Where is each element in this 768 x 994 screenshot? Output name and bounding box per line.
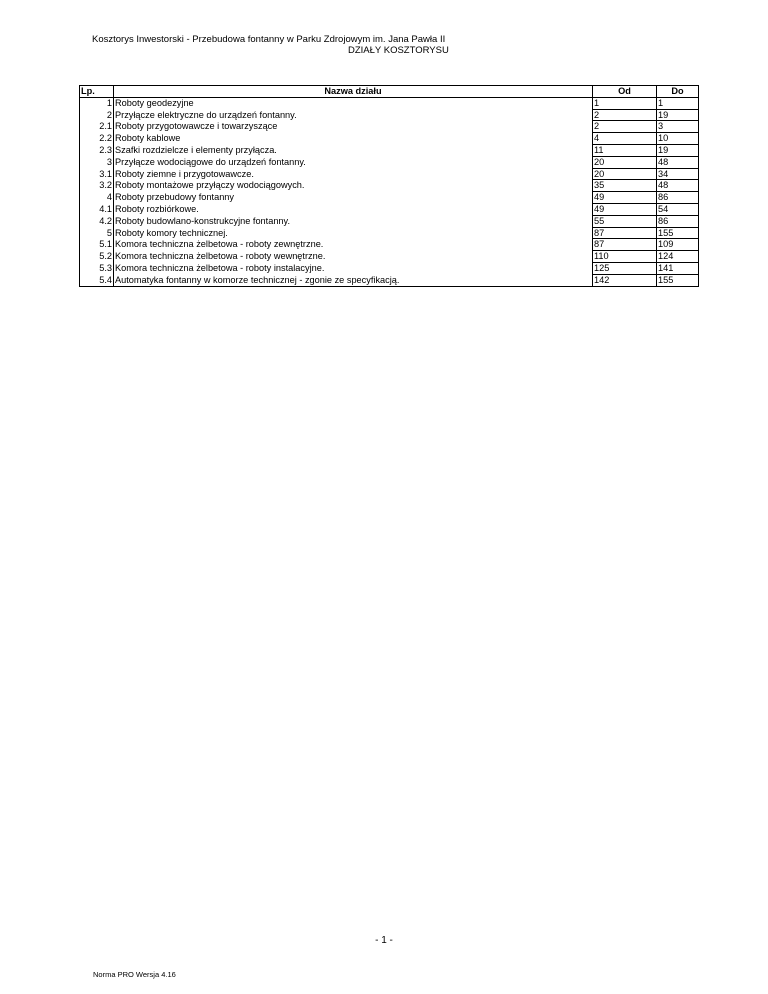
cell-lp: 2.3 — [80, 144, 114, 156]
table-row — [80, 239, 699, 251]
cell-name: Roboty geodezyjne — [114, 97, 593, 109]
cell-od: 20 — [593, 156, 657, 168]
table-row — [80, 133, 699, 145]
cell-name: Automatyka fontanny w komorze technicznej - zgonie ze specyfikacją. — [114, 274, 593, 286]
table-header-row — [80, 86, 699, 98]
document-title: Kosztorys Inwestorski - Przebudowa fontanny w Parku Zdrojowym im. Jana Pawła II — [92, 34, 446, 45]
cell-do: 155 — [657, 274, 699, 286]
table-row — [80, 109, 699, 121]
cell-od: 87 — [593, 239, 657, 251]
sections-table — [79, 85, 699, 287]
cell-lp: 5.3 — [80, 262, 114, 274]
column-header-lp: Lp. — [80, 86, 114, 98]
table-row — [80, 121, 699, 133]
cell-lp: 5.1 — [80, 239, 114, 251]
cell-do: 1 — [657, 97, 699, 109]
cell-name: Szafki rozdzielcze i elementy przyłącza. — [114, 144, 593, 156]
table-row — [80, 251, 699, 263]
cell-do: 54 — [657, 203, 699, 215]
table-row — [80, 203, 699, 215]
cell-lp: 2 — [80, 109, 114, 121]
column-header-od: Od — [593, 86, 657, 98]
cell-name: Przyłącze wodociągowe do urządzeń fontanny. — [114, 156, 593, 168]
cell-od: 49 — [593, 203, 657, 215]
cell-do: 86 — [657, 215, 699, 227]
cell-name: Roboty przebudowy fontanny — [114, 192, 593, 204]
cell-od: 110 — [593, 251, 657, 263]
cell-od: 49 — [593, 192, 657, 204]
cell-name: Roboty kablowe — [114, 133, 593, 145]
column-header-do: Do — [657, 86, 699, 98]
column-header-name: Nazwa działu — [114, 86, 593, 98]
cell-lp: 3.1 — [80, 168, 114, 180]
table-row — [80, 168, 699, 180]
table-row — [80, 227, 699, 239]
cell-lp: 1 — [80, 97, 114, 109]
cell-od: 125 — [593, 262, 657, 274]
cell-do: 19 — [657, 109, 699, 121]
cell-lp: 5.4 — [80, 274, 114, 286]
cell-name: Roboty komory technicznej. — [114, 227, 593, 239]
cell-lp: 4.1 — [80, 203, 114, 215]
cell-do: 3 — [657, 121, 699, 133]
cell-od: 2 — [593, 121, 657, 133]
cell-do: 10 — [657, 133, 699, 145]
cell-od: 4 — [593, 133, 657, 145]
cell-lp: 4.2 — [80, 215, 114, 227]
cell-do: 109 — [657, 239, 699, 251]
cell-name: Roboty rozbiórkowe. — [114, 203, 593, 215]
cell-lp: 3 — [80, 156, 114, 168]
cell-do: 48 — [657, 180, 699, 192]
cell-name: Roboty montażowe przyłączy wodociągowych. — [114, 180, 593, 192]
cell-od: 35 — [593, 180, 657, 192]
page-number: - 1 - — [375, 935, 393, 946]
cell-lp: 4 — [80, 192, 114, 204]
table-row — [80, 180, 699, 192]
cell-name: Roboty budowlano-konstrukcyjne fontanny. — [114, 215, 593, 227]
cell-lp: 5 — [80, 227, 114, 239]
table-row — [80, 262, 699, 274]
cell-name: Komora techniczna żelbetowa - roboty wewnętrzne. — [114, 251, 593, 263]
cell-od: 20 — [593, 168, 657, 180]
cell-do: 34 — [657, 168, 699, 180]
table-row — [80, 144, 699, 156]
document-subtitle: DZIAŁY KOSZTORYSU — [348, 45, 449, 56]
cell-lp: 2.1 — [80, 121, 114, 133]
cell-od: 2 — [593, 109, 657, 121]
cell-do: 155 — [657, 227, 699, 239]
cell-name: Roboty ziemne i przygotowawcze. — [114, 168, 593, 180]
cell-lp: 3.2 — [80, 180, 114, 192]
cell-do: 141 — [657, 262, 699, 274]
cell-name: Komora techniczna żelbetowa - roboty zewnętrzne. — [114, 239, 593, 251]
cell-name: Roboty przygotowawcze i towarzyszące — [114, 121, 593, 133]
table-row — [80, 215, 699, 227]
cell-od: 11 — [593, 144, 657, 156]
cell-do: 86 — [657, 192, 699, 204]
table-row — [80, 156, 699, 168]
cell-od: 142 — [593, 274, 657, 286]
cell-do: 48 — [657, 156, 699, 168]
footer-software-version: Norma PRO Wersja 4.16 — [93, 970, 176, 979]
cell-do: 124 — [657, 251, 699, 263]
table-row — [80, 192, 699, 204]
cell-od: 55 — [593, 215, 657, 227]
cell-do: 19 — [657, 144, 699, 156]
cell-name: Komora techniczna żelbetowa - roboty instalacyjne. — [114, 262, 593, 274]
cell-od: 87 — [593, 227, 657, 239]
cell-name: Przyłącze elektryczne do urządzeń fontanny. — [114, 109, 593, 121]
table-row — [80, 274, 699, 286]
cell-lp: 5.2 — [80, 251, 114, 263]
cell-od: 1 — [593, 97, 657, 109]
cell-lp: 2.2 — [80, 133, 114, 145]
table-row — [80, 97, 699, 109]
